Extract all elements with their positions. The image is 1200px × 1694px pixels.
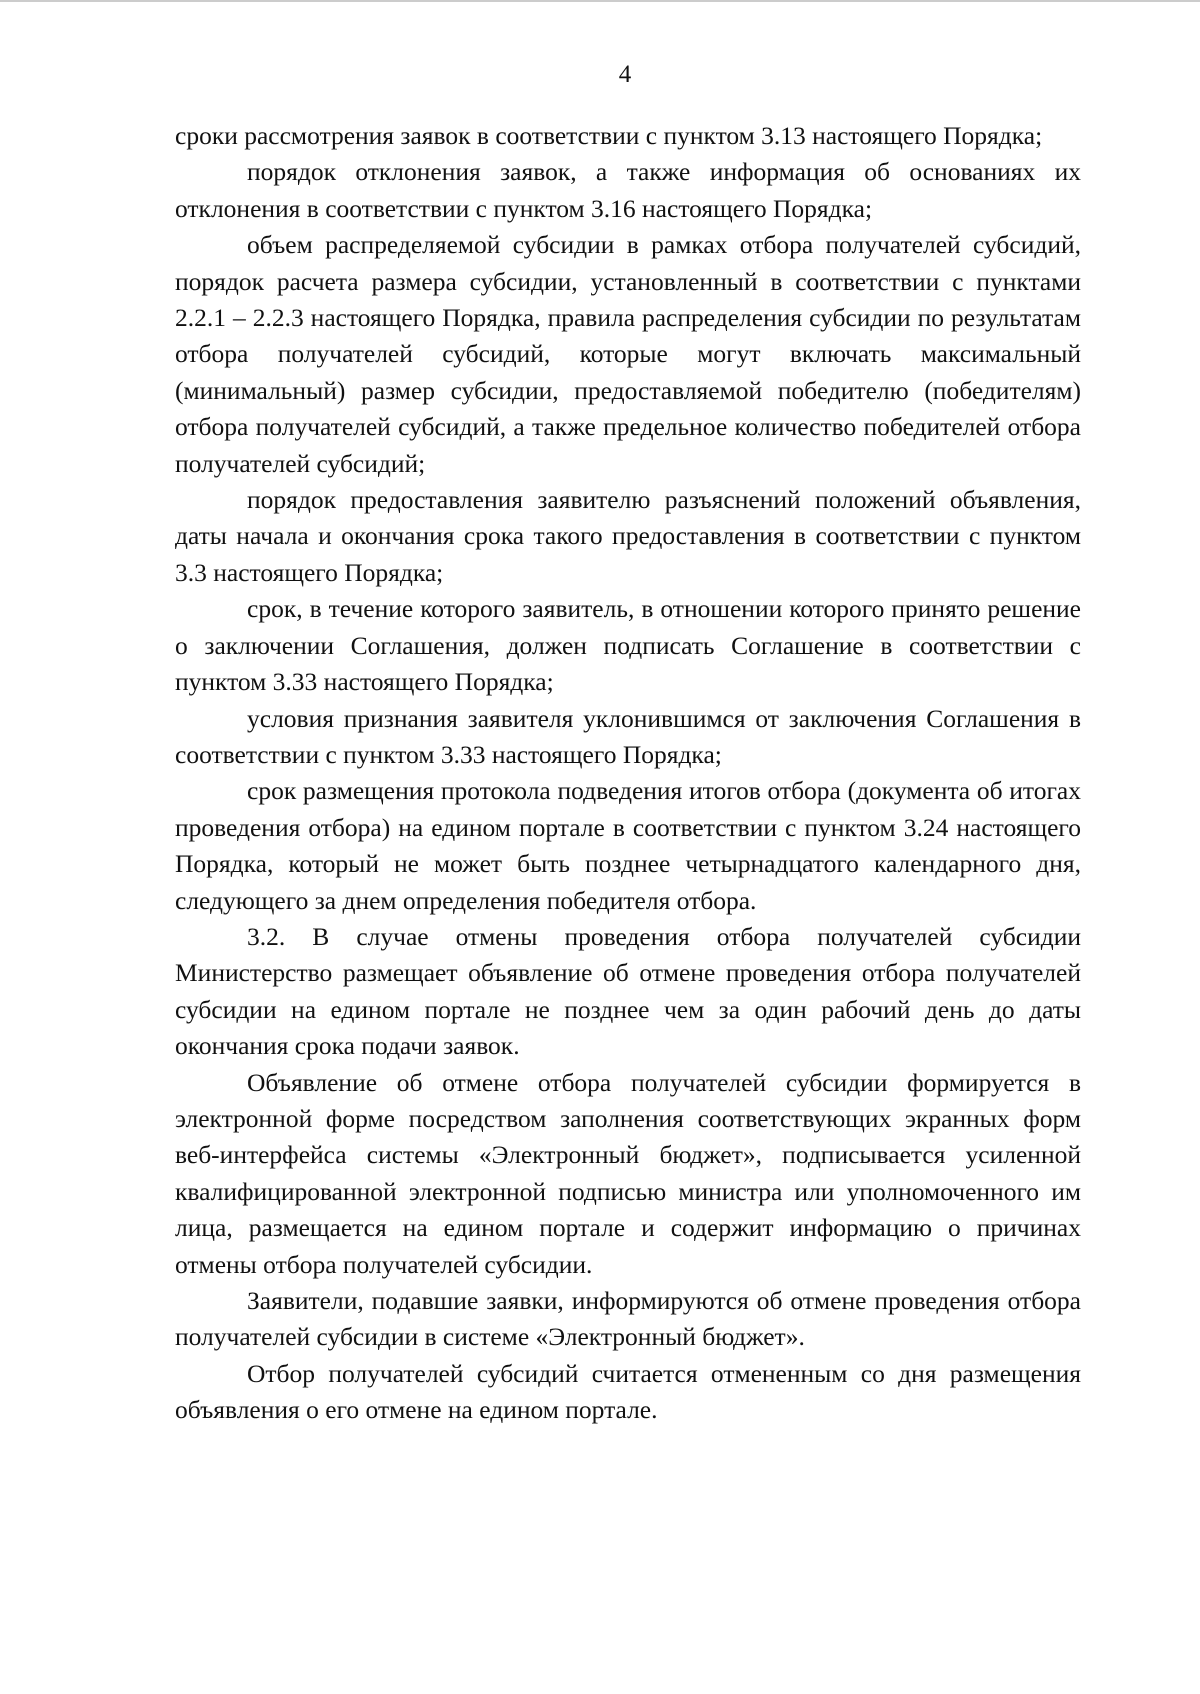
paragraph-10: Заявители, подавшие заявки, информируются об отмене проведения отбора получателей субсидии в системе «Электронный бюджет». xyxy=(175,1286,1081,1352)
paragraph-11: Отбор получателей субсидий считается отмененным со дня размещения объявления о его отмене на едином портале. xyxy=(175,1358,1081,1425)
paragraph-7: срок размещения протокола подведения итогов отбора (документа об итогах проведения отбора) на едином портале в соответствии с пунктом 3.24 настоящего Порядка, который не может быть позднее четырнадцатого календарного дня, следующего за днем определения победителя отбора. xyxy=(175,776,1081,915)
paragraph-5: срок, в течение которого заявитель, в отношении которого принято решение о заключении Соглашения, должен подписать Соглашение в соответствии с пунктом 3.33 настоящего Порядка; xyxy=(175,594,1081,697)
page-number: 4 xyxy=(618,61,632,88)
paragraph-2: порядок отклонения заявок, а также информация об основаниях их отклонения в соответствии с пунктом 3.16 настоящего Порядка; xyxy=(175,157,1081,223)
paragraph-6: условия признания заявителя уклонившимся от заключения Соглашения в соответствии с пунктом 3.33 настоящего Порядка; xyxy=(175,703,1081,769)
document-body xyxy=(175,118,1081,1429)
paragraph-4: порядок предоставления заявителю разъяснений положений объявления, даты начала и окончания срока такого предоставления в соответствии с пунктом 3.3 настоящего Порядка; xyxy=(175,485,1081,587)
paragraph-9: Объявление об отмене отбора получателей субсидии формируется в электронной форме посредством заполнения соответствующих экранных форм веб-интерфейса системы «Электронный бюджет», подписывается усиленной квалифицированной электронной подписью министра или уполномоченного им лица, размещается на едином портале и содержит информацию о причинах отмены отбора получателей субсидии. xyxy=(175,1067,1081,1279)
paragraph-1: сроки рассмотрения заявок в соответствии с пунктом 3.13 настоящего Порядка; xyxy=(175,121,1043,150)
paragraph-8: 3.2. В случае отмены проведения отбора получателей субсидии Министерство размещает объявление об отмене проведения отбора получателей субсидии на едином портале не позднее чем за один рабочий день до даты окончания срока подачи заявок. xyxy=(175,921,1081,1061)
scan-edge xyxy=(0,0,1200,2)
paragraph-3: объем распределяемой субсидии в рамках отбора получателей субсидий, порядок расчета размера субсидии, установленный в соответствии с пунктами 2.2.1 – 2.2.3 настоящего Порядка, правила распределения субсидии по результатам отбора получателей субсидий, которые могут включать максимальный (минимальный) размер субсидии, предоставляемой победителю (победителям) отбора получателей субсидий, а также предельное количество победителей отбора получателей субсидий; xyxy=(175,230,1081,478)
